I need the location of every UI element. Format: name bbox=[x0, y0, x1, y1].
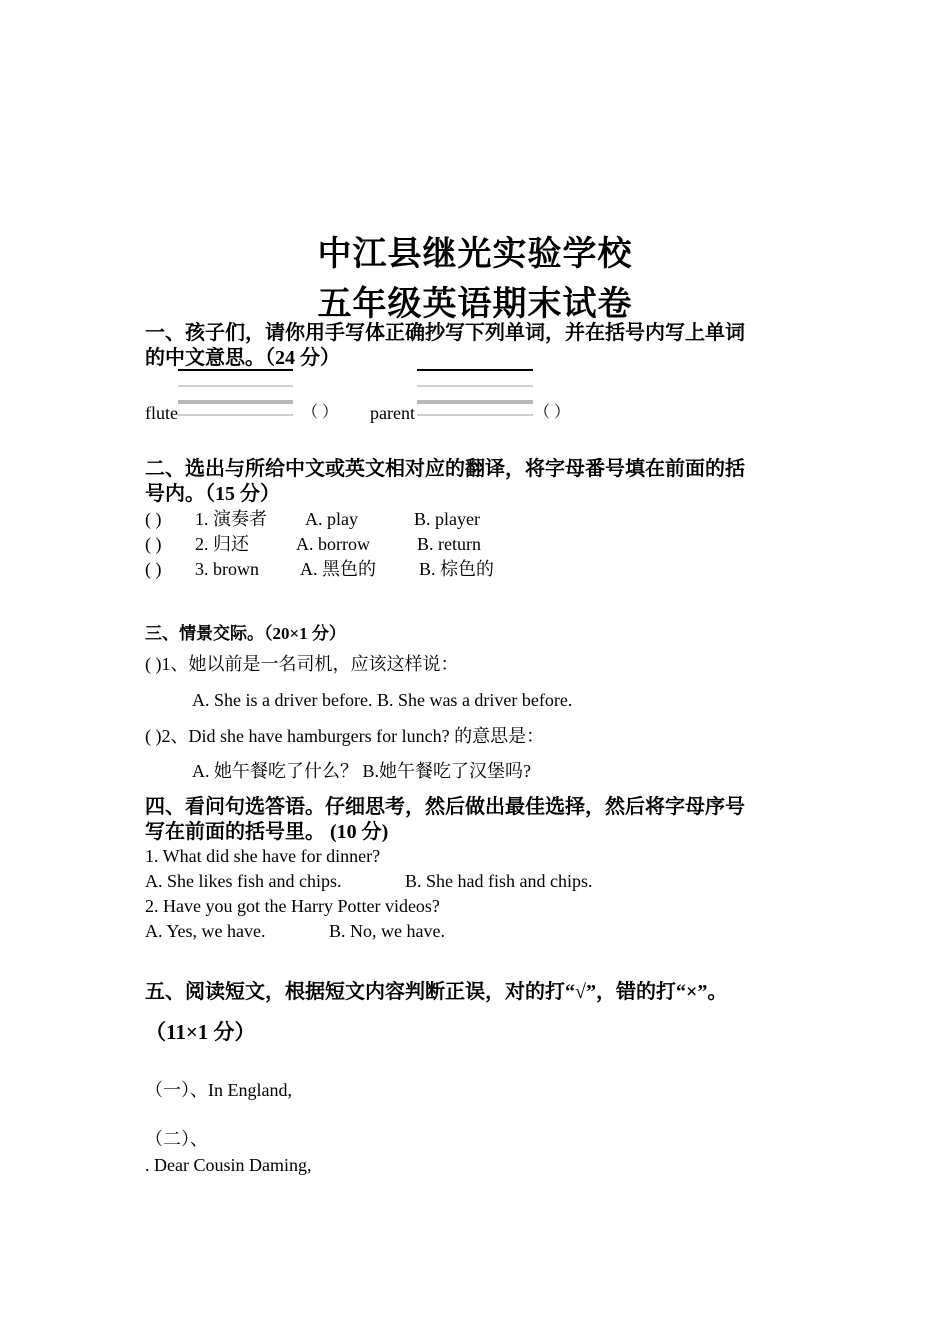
option-b: B. No, we have. bbox=[329, 921, 445, 941]
question-text: 3. brown bbox=[195, 559, 259, 579]
handwriting-guide-line bbox=[417, 414, 533, 416]
question-options: A. She is a driver before. B. She was a driver before. bbox=[192, 690, 573, 710]
section1-heading-line2: 的中文意思。（24 分） bbox=[145, 347, 340, 369]
underline bbox=[178, 369, 293, 371]
section2-heading-line1: 二、选出与所给中文或英文相对应的翻译，将字母番号填在前面的括 bbox=[145, 458, 745, 480]
question-text: 2. Have you got the Harry Potter videos? bbox=[145, 896, 440, 916]
underline bbox=[417, 369, 533, 371]
option-b: B. 棕色的 bbox=[419, 559, 495, 579]
word-parent: parent bbox=[370, 403, 415, 423]
handwriting-guide-line bbox=[178, 385, 293, 387]
answer-bracket: ( ) bbox=[145, 509, 162, 529]
section3-heading: 三、情景交际。（20×1 分） bbox=[145, 624, 346, 643]
question-options: A. 她午餐吃了什么？ B.她午餐吃了汉堡吗? bbox=[192, 761, 531, 781]
section1-heading-line1: 一、孩子们，请你用手写体正确抄写下列单词，并在括号内写上单词 bbox=[145, 322, 745, 344]
section4-heading-line1: 四、看问句选答语。仔细思考，然后做出最佳选择，然后将字母序号 bbox=[145, 796, 745, 818]
section2-heading-line2: 号内。（15 分） bbox=[145, 483, 280, 505]
option-a: A. Yes, we have. bbox=[145, 921, 266, 941]
question-stem: ( )2、Did she have hamburgers for lunch? 的意思是： bbox=[145, 726, 545, 746]
handwriting-guide-line bbox=[417, 385, 533, 387]
reading-part-two: （二）、 bbox=[145, 1129, 208, 1149]
exam-title: 五年级英语期末试卷 bbox=[317, 286, 633, 323]
option-b: B. return bbox=[417, 534, 481, 554]
option-a: A. play bbox=[305, 509, 358, 529]
question-stem: ( )1、她以前是一名司机，应该这样说： bbox=[145, 654, 459, 674]
handwriting-guide-line bbox=[417, 400, 533, 404]
answer-bracket: ( ) bbox=[145, 559, 162, 579]
reading-part-one: （一）、In England, bbox=[145, 1080, 292, 1100]
school-title: 中江县继光实验学校 bbox=[317, 236, 633, 273]
option-a: A. borrow bbox=[296, 534, 370, 554]
option-a: A. She likes fish and chips. bbox=[145, 871, 342, 891]
question-text: 1. What did she have for dinner? bbox=[145, 846, 381, 866]
letter-opening: . Dear Cousin Daming, bbox=[145, 1155, 312, 1175]
section4-heading-line2: 写在前面的括号里。 (10 分) bbox=[145, 821, 389, 843]
question-text: 2. 归还 bbox=[195, 534, 249, 554]
question-text: 1. 演奏者 bbox=[195, 509, 267, 529]
handwriting-guide-line bbox=[178, 414, 293, 416]
option-b: B. She had fish and chips. bbox=[405, 871, 593, 891]
answer-bracket: ( ) bbox=[145, 534, 162, 554]
handwriting-guide-line bbox=[178, 400, 293, 404]
answer-bracket: （ ） bbox=[302, 404, 339, 421]
option-a: A. 黑色的 bbox=[300, 559, 376, 579]
section5-heading-line1: 五、阅读短文，根据短文内容判断正误，对的打“√”，错的打“×”。 bbox=[145, 981, 728, 1003]
answer-bracket: （ ） bbox=[534, 404, 571, 421]
option-b: B. player bbox=[414, 509, 480, 529]
section5-heading-line2: （11×1 分） bbox=[145, 1020, 256, 1044]
word-flute: flute bbox=[145, 403, 178, 423]
